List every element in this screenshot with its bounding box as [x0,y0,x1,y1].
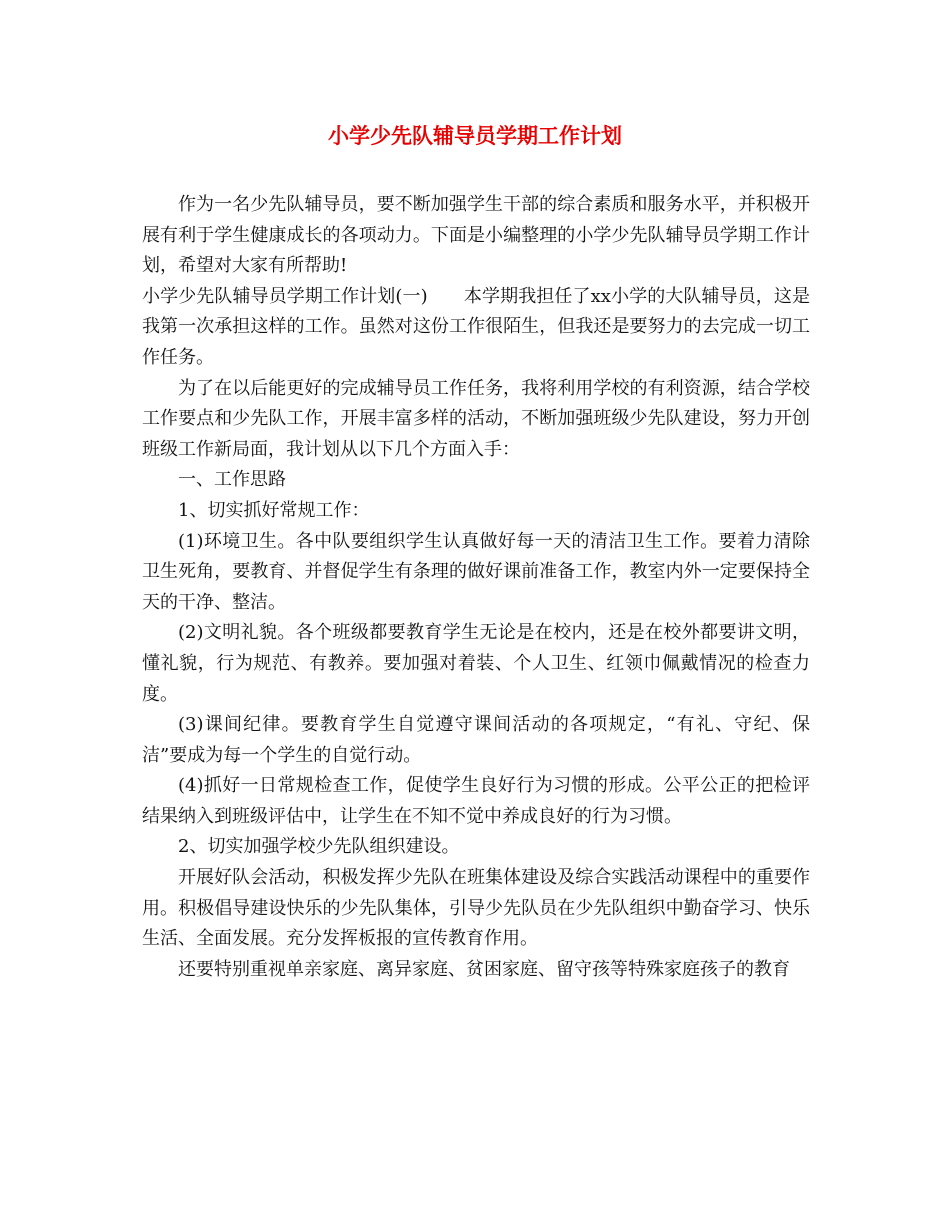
paragraph: (4)抓好一日常规检查工作，促使学生良好行为习惯的形成。公平公正的把检评结果纳入到班级评估中，让学生在不知不觉中养成良好的行为习惯。 [142,775,810,827]
paragraph: 开展好队会活动，积极发挥少先队在班集体建设及综合实践活动课程中的重要作用。积极倡导建设快乐的少先队集体，引导少先队员在少先队组织中勤奋学习、快乐生活、全面发展。充分发挥板报的宣传教育作用。 [142,867,810,950]
paragraph: (3)课间纪律。要教育学生自觉遵守课间活动的各项规定，“有礼、守纪、保洁”要成为每一个学生的自觉行动。 [142,714,810,766]
section-heading: 一、工作思路 [178,469,286,491]
sub-heading: 1、切实抓好常规工作： [178,499,370,521]
paragraph: 作为一名少先队辅导员，要不断加强学生干部的综合素质和服务水平，并积极开展有利于学生健康成长的各项动力。下面是小编整理的小学少先队辅导员学期工作计划，希望对大家有所帮助! [142,194,810,277]
paragraph: (1)环境卫生。各中队要组织学生认真做好每一天的清洁卫生工作。要着力清除卫生死角，要教育、并督促学生有条理的做好课前准备工作，教室内外一定要保持全天的干净、整洁。 [142,530,810,613]
sub-heading: 2、切实加强学校少先队组织建设。 [178,836,460,858]
paragraph: (2)文明礼貌。各个班级都要教育学生无论是在校内，还是在校外都要讲文明，懂礼貌，行为规范、有教养。要加强对着装、个人卫生、红领巾佩戴情况的检查力度。 [142,622,810,705]
paragraph: 小学少先队辅导员学期工作计划(一) 本学期我担任了xx小学的大队辅导员，这是我第一次承担这样的工作。虽然对这份工作很陌生，但我还是要努力的去完成一切工作任务。 [142,285,810,368]
paragraph: 还要特别重视单亲家庭、离异家庭、贫困家庭、留守孩等特殊家庭孩子的教育 [178,958,790,980]
paragraph: 为了在以后能更好的完成辅导员工作任务，我将利用学校的有利资源，结合学校工作要点和少先队工作，开展丰富多样的活动，不断加强班级少先队建设，努力开创班级工作新局面，我计划从以下几个方面入手： [142,377,810,460]
document-body [142,190,810,985]
document-title: 小学少先队辅导员学期工作计划 [328,123,622,148]
